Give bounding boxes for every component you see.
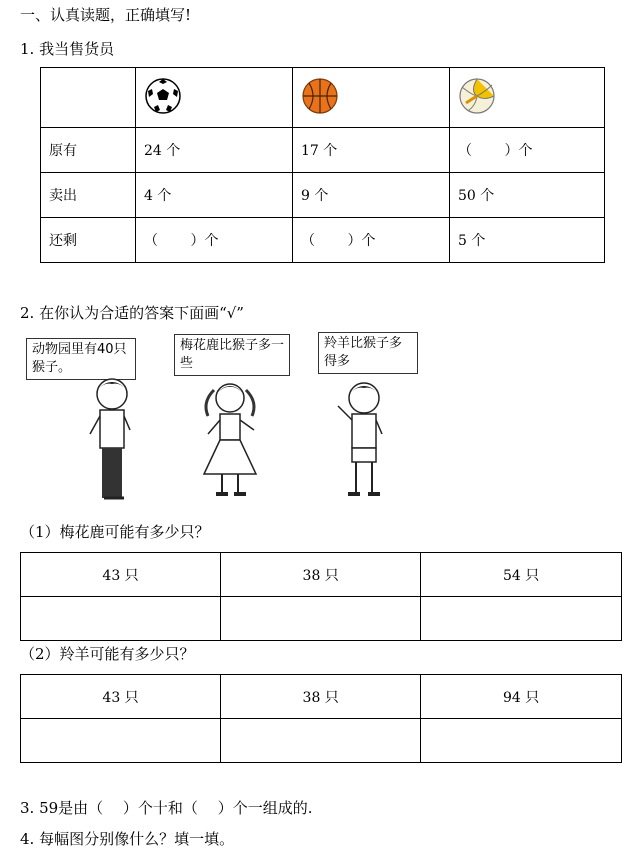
answer-check-cell[interactable] bbox=[421, 719, 622, 763]
row-label: 原有 bbox=[41, 128, 136, 173]
speech-bubble-boy2: 羚羊比猴子多得多 bbox=[318, 332, 418, 374]
answer-check-cell[interactable] bbox=[421, 597, 622, 641]
table-cell: 50 个 bbox=[450, 173, 605, 218]
option-cell: 94 只 bbox=[421, 675, 622, 719]
row-label: 卖出 bbox=[41, 173, 136, 218]
option-cell: 54 只 bbox=[421, 553, 622, 597]
speech-bubble-girl: 梅花鹿比猴子多一些 bbox=[174, 334, 290, 376]
option-cell: 38 只 bbox=[221, 553, 421, 597]
soccer-ball-icon bbox=[144, 77, 182, 115]
table-cell: 5 个 bbox=[450, 218, 605, 263]
sales-table bbox=[40, 67, 605, 263]
table-cell: 4 个 bbox=[136, 173, 293, 218]
q2-sub2-options-table bbox=[20, 674, 622, 763]
speech-bubble-boy1: 动物园里有40只猴子。 bbox=[26, 338, 136, 380]
soccer-ball-cell bbox=[136, 68, 293, 128]
answer-check-cell[interactable] bbox=[221, 597, 421, 641]
girl-figure bbox=[180, 378, 280, 504]
answer-blank-cell[interactable]: （ ）个 bbox=[293, 218, 450, 263]
option-cell: 38 只 bbox=[221, 675, 421, 719]
volleyball-cell bbox=[450, 68, 605, 128]
volleyball-icon bbox=[458, 77, 496, 115]
empty-header-cell bbox=[41, 68, 136, 128]
boy-figure-2 bbox=[318, 376, 408, 502]
answer-blank-cell[interactable]: （ ）个 bbox=[136, 218, 293, 263]
q2-sub2-title: （2）羚羊可能有多少只？ bbox=[20, 645, 195, 663]
q4-text: 4. 每幅图分别像什么？填一填。 bbox=[20, 830, 235, 848]
section-title: 一、认真读题，正确填写! bbox=[20, 6, 192, 24]
table-cell: 9 个 bbox=[293, 173, 450, 218]
table-cell: 17 个 bbox=[293, 128, 450, 173]
basketball-cell bbox=[293, 68, 450, 128]
answer-check-cell[interactable] bbox=[221, 719, 421, 763]
table-cell: 24 个 bbox=[136, 128, 293, 173]
basketball-icon bbox=[301, 77, 339, 115]
table-row bbox=[41, 218, 605, 263]
row-label: 还剩 bbox=[41, 218, 136, 263]
option-cell: 43 只 bbox=[21, 675, 221, 719]
table-row bbox=[41, 173, 605, 218]
q2-sub1-title: （1）梅花鹿可能有多少只？ bbox=[20, 523, 210, 541]
answer-blank-cell[interactable]: （ ）个 bbox=[450, 128, 605, 173]
q3-text: 3. 59是由（ ）个十和（ ）个一组成的. bbox=[20, 799, 313, 817]
q2-title: 2. 在你认为合适的答案下面画“√” bbox=[20, 304, 244, 322]
option-cell: 43 只 bbox=[21, 553, 221, 597]
answer-check-cell[interactable] bbox=[21, 597, 221, 641]
q2-sub1-options-table bbox=[20, 552, 622, 641]
answer-check-cell[interactable] bbox=[21, 719, 221, 763]
boy-figure-1 bbox=[60, 372, 160, 506]
table-row bbox=[41, 128, 605, 173]
q1-title: 1. 我当售货员 bbox=[20, 40, 115, 58]
